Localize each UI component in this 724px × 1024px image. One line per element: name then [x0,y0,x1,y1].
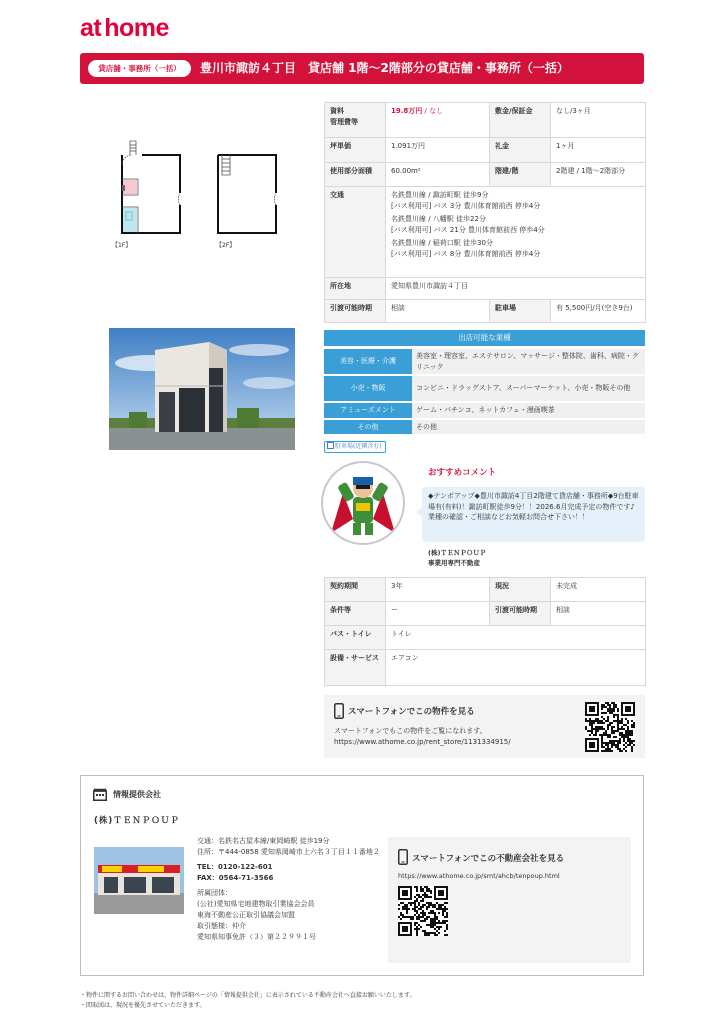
company-fax: FAX：0564-71-3566 [197,874,274,882]
company-assoc-label: 所属団体： [197,889,232,897]
property-title: 豊川市諏訪４丁目 貸店舗 1階～2階部分の貸店舗・事務所（一括） [200,61,569,75]
company-assoc-1: (公社)愛知県宅地建物取引業協会会員 [197,900,315,908]
table-row [325,138,646,163]
label-parking: 駐車場 [490,300,551,323]
floor-label-2f: 【2F】 [216,242,236,249]
label-equipment: 設備・サービス [325,650,386,686]
company-assoc-2: 東海不動産公正取引協議会加盟 [197,911,295,919]
business-values: 美容室・理容室、エステサロン、マッサージ・整体院、歯科、病院・クリニック [412,349,645,374]
contract-table [324,577,646,686]
mascot-avatar [321,461,405,545]
business-types-header: 出店可能な業種 [324,330,645,346]
smartphone-icon [398,849,408,865]
parking-nearby-label: 駐車場(近隣含む) [335,443,382,450]
property-smartphone-title: スマートフォンでこの物件を見る [348,707,475,717]
company-smartphone-title: スマートフォンでこの不動産会社を見る [412,854,565,864]
property-smartphone-desc: スマートフォンでもこの物件をご覧になれます。 [334,727,487,735]
title-bar [80,53,644,84]
value-floors: 2階建 / 1階～2階部分 [551,163,646,187]
footnote-item: ・間取図は、現況を優先させていただきます。 [80,1002,206,1009]
table-row [325,163,646,187]
label-contract-period: 契約期間 [325,578,386,602]
company-license: 愛知県知事免許（３）第２２９９１号 [197,933,316,941]
value-key-money: 1ヶ月 [551,138,646,163]
recommend-comment: ◆テンポアップ◆豊川市諏訪4丁目2階建て貸店舗・事務所◆9台駐車場有(有料)！諏訪町駅徒歩9分！！2026.6月完成予定の物件です♪業種の確認・ご相談などお気軽お問合せ下さい！！ [422,487,645,542]
business-values: ゲーム・パチンコ、ネットカフェ・漫画喫茶 [412,403,645,418]
label-location: 所在地 [325,278,386,300]
value-contract-period: 3年 [386,578,490,602]
label-tsubo-price: 坪単価 [325,138,386,163]
business-values: コンビニ・ドラッグストア、スーパーマーケット、小売・物販その他 [412,376,645,401]
table-row [325,578,646,602]
table-row [325,187,646,278]
value-rent: 19.8万円 / なし [386,103,490,138]
company-qr-code [398,886,448,936]
company-access: 交通：名鉄名古屋本線/東岡崎駅 徒歩19分 [197,837,330,845]
table-row [324,349,645,374]
parking-nearby-link[interactable] [324,441,386,453]
company-store-photo [94,847,184,914]
table-row [324,420,645,435]
company-address: 住所：〒444-0858 愛知県岡崎市上六名３丁目１１番地２ [197,848,380,856]
recommend-title: おすすめコメント [428,468,497,478]
table-row [325,626,646,650]
recommend-company-sub: 事業用専門不動産 [428,559,480,567]
exterior-photo [109,328,295,450]
company-details [197,836,391,943]
value-area: 60.00m² [386,163,490,187]
value-handover-2: 相談 [551,602,646,626]
label-conditions: 条件等 [325,602,386,626]
property-qr-code [585,702,635,752]
label-deposit: 敷金/保証金 [490,103,551,138]
property-url[interactable]: https://www.athome.co.jp/rent_store/1131334915/ [334,738,511,746]
business-category: 美容・医療・介護 [324,349,412,374]
label-area: 使用部分面積 [325,163,386,187]
company-smartphone-box [388,837,631,963]
company-info-box [80,775,644,976]
label-status: 現況 [490,578,551,602]
label-floors: 階建/階 [490,163,551,187]
parking-icon [327,442,334,449]
property-smartphone-box [324,695,645,758]
category-badge: 貸店舗・事務所（一括） [88,60,191,77]
recommend-company [428,548,486,568]
table-row [324,403,645,418]
label-key-money: 礼金 [490,138,551,163]
company-section-title: 情報提供会社 [113,790,161,799]
floor-label-1f: 【1F】 [112,242,132,249]
footnotes [80,991,415,1011]
floor-plan-drawing [108,135,304,251]
table-row [324,376,645,401]
company-name: (株)ＴＥＮＰＯＵＰ [94,816,180,826]
table-row [325,650,646,686]
athome-logo: at home [80,14,169,42]
label-transport: 交通 [325,187,386,278]
table-row [325,103,646,138]
table-row [325,300,646,323]
business-category: 小売・物販 [324,376,412,401]
label-handover: 引渡可能時期 [325,300,386,323]
table-row [325,278,646,300]
label-bath-toilet: バス・トイレ [325,626,386,650]
value-deposit: なし/3ヶ月 [551,103,646,138]
value-tsubo-price: 1.091万円 [386,138,490,163]
value-location: 愛知県豊川市諏訪４丁目 [386,278,646,300]
business-category: その他 [324,420,412,435]
business-types-table [324,347,645,436]
value-bath-toilet: トイレ [386,626,646,650]
recommend-company-name: (株)ＴＥＮＰＯＵＰ [428,549,486,557]
company-trade-mode: 取引態様：仲介 [197,922,246,930]
value-equipment: エアコン [386,650,646,686]
value-handover: 相談 [386,300,490,323]
value-status: 未完成 [551,578,646,602]
value-transport: 名鉄豊川線 / 諏訪町駅 徒歩9分 [バス利用可] バス 3分 豊川体育館前西 停歩4分 名鉄豊川線 / 八幡駅 徒歩22分 [バス利用可] バス 21分 豊川体育館前西 停歩4分 名鉄豊川線 / 稲荷口駅 徒歩30分 [バス利用可] バス 8分 豊川体育館前西 停歩4分 [386,187,646,278]
value-conditions: ー [386,602,490,626]
smartphone-icon [334,703,344,719]
label-handover-2: 引渡可能時期 [490,602,551,626]
table-row [325,602,646,626]
value-parking: 有 5,500円/月(空き9台) [551,300,646,323]
superhero-mascot-icon [323,463,403,543]
building-icon [93,788,107,801]
footnote-item: ・物件に関するお問い合わせは、物件詳細ページの「情報提供会社」に表示されている不動産会社へ直接お願いいたします。 [80,992,416,999]
company-url[interactable]: https://www.athome.co.jp/smt/ahcb/tenpoup.html [398,872,560,880]
store-front-image [94,847,184,914]
company-tel[interactable]: TEL：0120-122-601 [197,863,273,871]
property-details-table [324,102,646,323]
floor-plan [108,135,304,251]
exterior-rendering [109,328,295,450]
business-values: その他 [412,420,645,435]
label-rent: 資料 管理費等 [325,103,386,138]
business-category: アミューズメント [324,403,412,418]
